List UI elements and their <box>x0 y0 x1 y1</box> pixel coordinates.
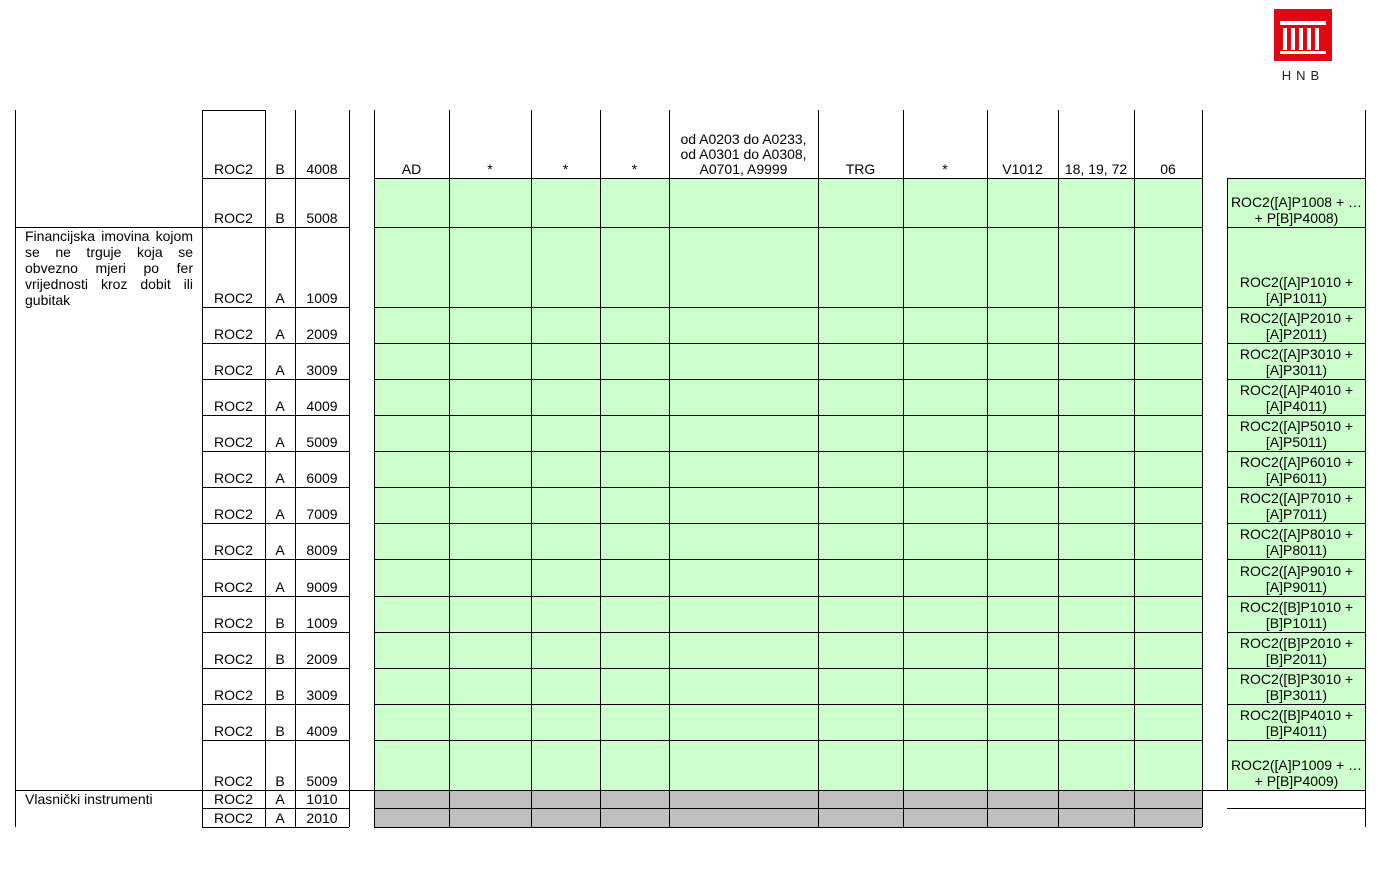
row-line <box>202 668 349 669</box>
row-line <box>374 808 1202 809</box>
desc-separator <box>15 227 202 228</box>
col-line <box>349 110 350 827</box>
row-formula: ROC2([B]P3010 + [B]P3011) <box>1239 671 1354 703</box>
row-line <box>202 343 349 344</box>
row-part: A <box>275 362 285 378</box>
bottom-row-description: Vlasnički instrumenti <box>25 791 153 807</box>
row-num: 8009 <box>306 542 338 558</box>
row-line <box>1227 523 1366 524</box>
row-part: B <box>275 773 285 789</box>
row-line <box>15 790 1366 791</box>
row-line <box>374 487 1202 488</box>
bottom-row-part: A <box>275 791 285 807</box>
row-code: ROC2 <box>214 434 253 450</box>
row-line <box>374 451 1202 452</box>
row-formula: ROC2([A]P1009 + … + P[B]P4009) <box>1230 757 1363 789</box>
col-line <box>600 110 601 827</box>
row-line <box>374 343 1202 344</box>
row-num: 5009 <box>306 773 338 789</box>
row-line <box>1227 415 1366 416</box>
row-line <box>1227 379 1366 380</box>
row-part: A <box>275 506 285 522</box>
row-line <box>202 559 349 560</box>
row-formula: ROC2([A]P1008 + … + P[B]P4008) <box>1230 194 1363 226</box>
row-code: ROC2 <box>214 506 253 522</box>
col-line <box>669 110 670 827</box>
row-description: Financijska imovina kojom se ne trguje koja se obvezno mjeri po fer vrijednosti kroz dobit ili gubitak <box>25 228 193 308</box>
row-line <box>1227 668 1366 669</box>
row-line <box>1227 704 1366 705</box>
row-part: A <box>275 470 285 486</box>
row-line <box>374 632 1202 633</box>
row-line <box>1227 559 1366 560</box>
row-code: ROC2 <box>214 615 253 631</box>
hnb-logo <box>1274 9 1332 61</box>
row-line <box>202 451 349 452</box>
col-line <box>1227 178 1228 790</box>
row-line <box>374 523 1202 524</box>
row-part: A <box>275 579 285 595</box>
col-line <box>1058 110 1059 827</box>
header-cell: V1012 <box>1002 161 1043 177</box>
row-code: ROC2 <box>214 398 253 414</box>
row-formula: ROC2([A]P2010 + [A]P2011) <box>1239 310 1354 342</box>
row-num: 6009 <box>306 470 338 486</box>
col-line <box>818 110 819 827</box>
row-line <box>202 523 349 524</box>
row-num: 1009 <box>306 615 338 631</box>
row-line <box>202 808 349 809</box>
row-line <box>374 559 1202 560</box>
row-line <box>202 632 349 633</box>
row-formula: ROC2([B]P1010 + [B]P1011) <box>1239 599 1354 631</box>
row-num: 1009 <box>306 290 338 306</box>
row-line <box>202 307 349 308</box>
row-line <box>1227 227 1366 228</box>
row-code: ROC2 <box>214 542 253 558</box>
row-line <box>202 740 349 741</box>
bottom-row-code: ROC2 <box>214 809 253 826</box>
row-code: ROC2 <box>214 210 253 226</box>
bottom-row-code: ROC2 <box>214 791 253 807</box>
header-cell: * <box>562 161 569 177</box>
row-num: 5008 <box>306 210 338 226</box>
header-part: B <box>275 161 285 177</box>
col-line <box>531 110 532 827</box>
row-formula: ROC2([A]P6010 + [A]P6011) <box>1239 454 1354 486</box>
header-cell: 18, 19, 72 <box>1064 161 1128 177</box>
row-line <box>202 827 349 828</box>
row-line <box>1227 487 1366 488</box>
row-code: ROC2 <box>214 687 253 703</box>
row-line <box>202 704 349 705</box>
row-line <box>374 668 1202 669</box>
row-part: A <box>275 398 285 414</box>
row-num: 9009 <box>306 579 338 595</box>
row-num: 2009 <box>306 651 338 667</box>
header-cell: * <box>487 161 493 177</box>
header-cell: TRG <box>845 161 876 177</box>
row-line <box>1227 740 1366 741</box>
bottom-row-num: 1010 <box>306 791 338 807</box>
col-line <box>202 110 203 827</box>
left-border <box>15 110 16 827</box>
row-line <box>202 110 265 111</box>
header-cell: od A0203 do A0233, od A0301 do A0308, A0701, A9999 <box>680 131 807 177</box>
bottom-row-num: 2010 <box>306 809 338 826</box>
row-formula: ROC2([A]P5010 + [A]P5011) <box>1239 418 1354 450</box>
col-line <box>903 110 904 827</box>
row-line <box>1227 307 1366 308</box>
row-line <box>202 487 349 488</box>
row-line <box>1227 808 1366 809</box>
row-part: B <box>275 687 285 703</box>
header-num: 4008 <box>306 161 338 177</box>
col-line <box>449 110 450 827</box>
row-line <box>1227 451 1366 452</box>
col-line <box>987 110 988 827</box>
row-line <box>1227 178 1366 179</box>
row-code: ROC2 <box>214 362 253 378</box>
row-code: ROC2 <box>214 773 253 789</box>
bottom-row-part: A <box>275 809 285 826</box>
row-num: 4009 <box>306 398 338 414</box>
row-formula: ROC2([A]P7010 + [A]P7011) <box>1239 490 1354 522</box>
row-line <box>1227 596 1366 597</box>
row-line <box>374 827 1202 828</box>
row-line <box>202 227 349 228</box>
row-line <box>374 379 1202 380</box>
col-line <box>374 110 375 827</box>
row-formula: ROC2([A]P8010 + [A]P8011) <box>1239 526 1354 558</box>
row-line <box>374 704 1202 705</box>
header-cell: AD <box>401 161 422 177</box>
row-line <box>1227 632 1366 633</box>
row-code: ROC2 <box>214 651 253 667</box>
row-part: B <box>275 651 285 667</box>
col-line <box>1365 110 1366 827</box>
row-part: A <box>275 542 285 558</box>
building-columns-icon <box>1274 9 1332 61</box>
row-line <box>202 596 349 597</box>
row-num: 7009 <box>306 506 338 522</box>
row-line <box>374 227 1202 228</box>
row-line <box>374 596 1202 597</box>
row-part: B <box>275 723 285 739</box>
row-formula: ROC2([A]P9010 + [A]P9011) <box>1239 563 1354 595</box>
row-num: 4009 <box>306 723 338 739</box>
row-num: 3009 <box>306 687 338 703</box>
row-part: A <box>275 434 285 450</box>
header-code: ROC2 <box>214 161 253 177</box>
row-formula: ROC2([A]P4010 + [A]P4011) <box>1239 382 1354 414</box>
row-code: ROC2 <box>214 470 253 486</box>
row-formula: ROC2([B]P4010 + [B]P4011) <box>1239 707 1354 739</box>
row-part: B <box>275 615 285 631</box>
row-code: ROC2 <box>214 290 253 306</box>
col-line <box>265 110 266 827</box>
row-num: 3009 <box>306 362 338 378</box>
row-formula: ROC2([A]P1010 + [A]P1011) <box>1239 274 1354 306</box>
row-formula: ROC2([A]P3010 + [A]P3011) <box>1239 346 1354 378</box>
row-line <box>374 178 1202 179</box>
col-line <box>1202 110 1203 827</box>
row-part: A <box>275 326 285 342</box>
row-part: B <box>275 210 285 226</box>
row-code: ROC2 <box>214 579 253 595</box>
header-cell: 06 <box>1160 161 1176 177</box>
row-num: 5009 <box>306 434 338 450</box>
row-line <box>374 307 1202 308</box>
col-line <box>295 110 296 827</box>
row-line <box>374 415 1202 416</box>
row-line <box>202 415 349 416</box>
header-cell: * <box>631 161 638 177</box>
row-line <box>202 379 349 380</box>
header-cell: * <box>942 161 948 177</box>
row-line <box>374 740 1202 741</box>
logo-text: HNB <box>1281 68 1325 83</box>
row-formula: ROC2([B]P2010 + [B]P2011) <box>1239 635 1354 667</box>
row-part: A <box>275 290 285 306</box>
green-block-header-adjacent <box>374 178 1202 790</box>
row-line <box>202 178 349 179</box>
row-code: ROC2 <box>214 723 253 739</box>
row-line <box>1227 343 1366 344</box>
col-line <box>1134 110 1135 827</box>
row-num: 2009 <box>306 326 338 342</box>
row-code: ROC2 <box>214 326 253 342</box>
